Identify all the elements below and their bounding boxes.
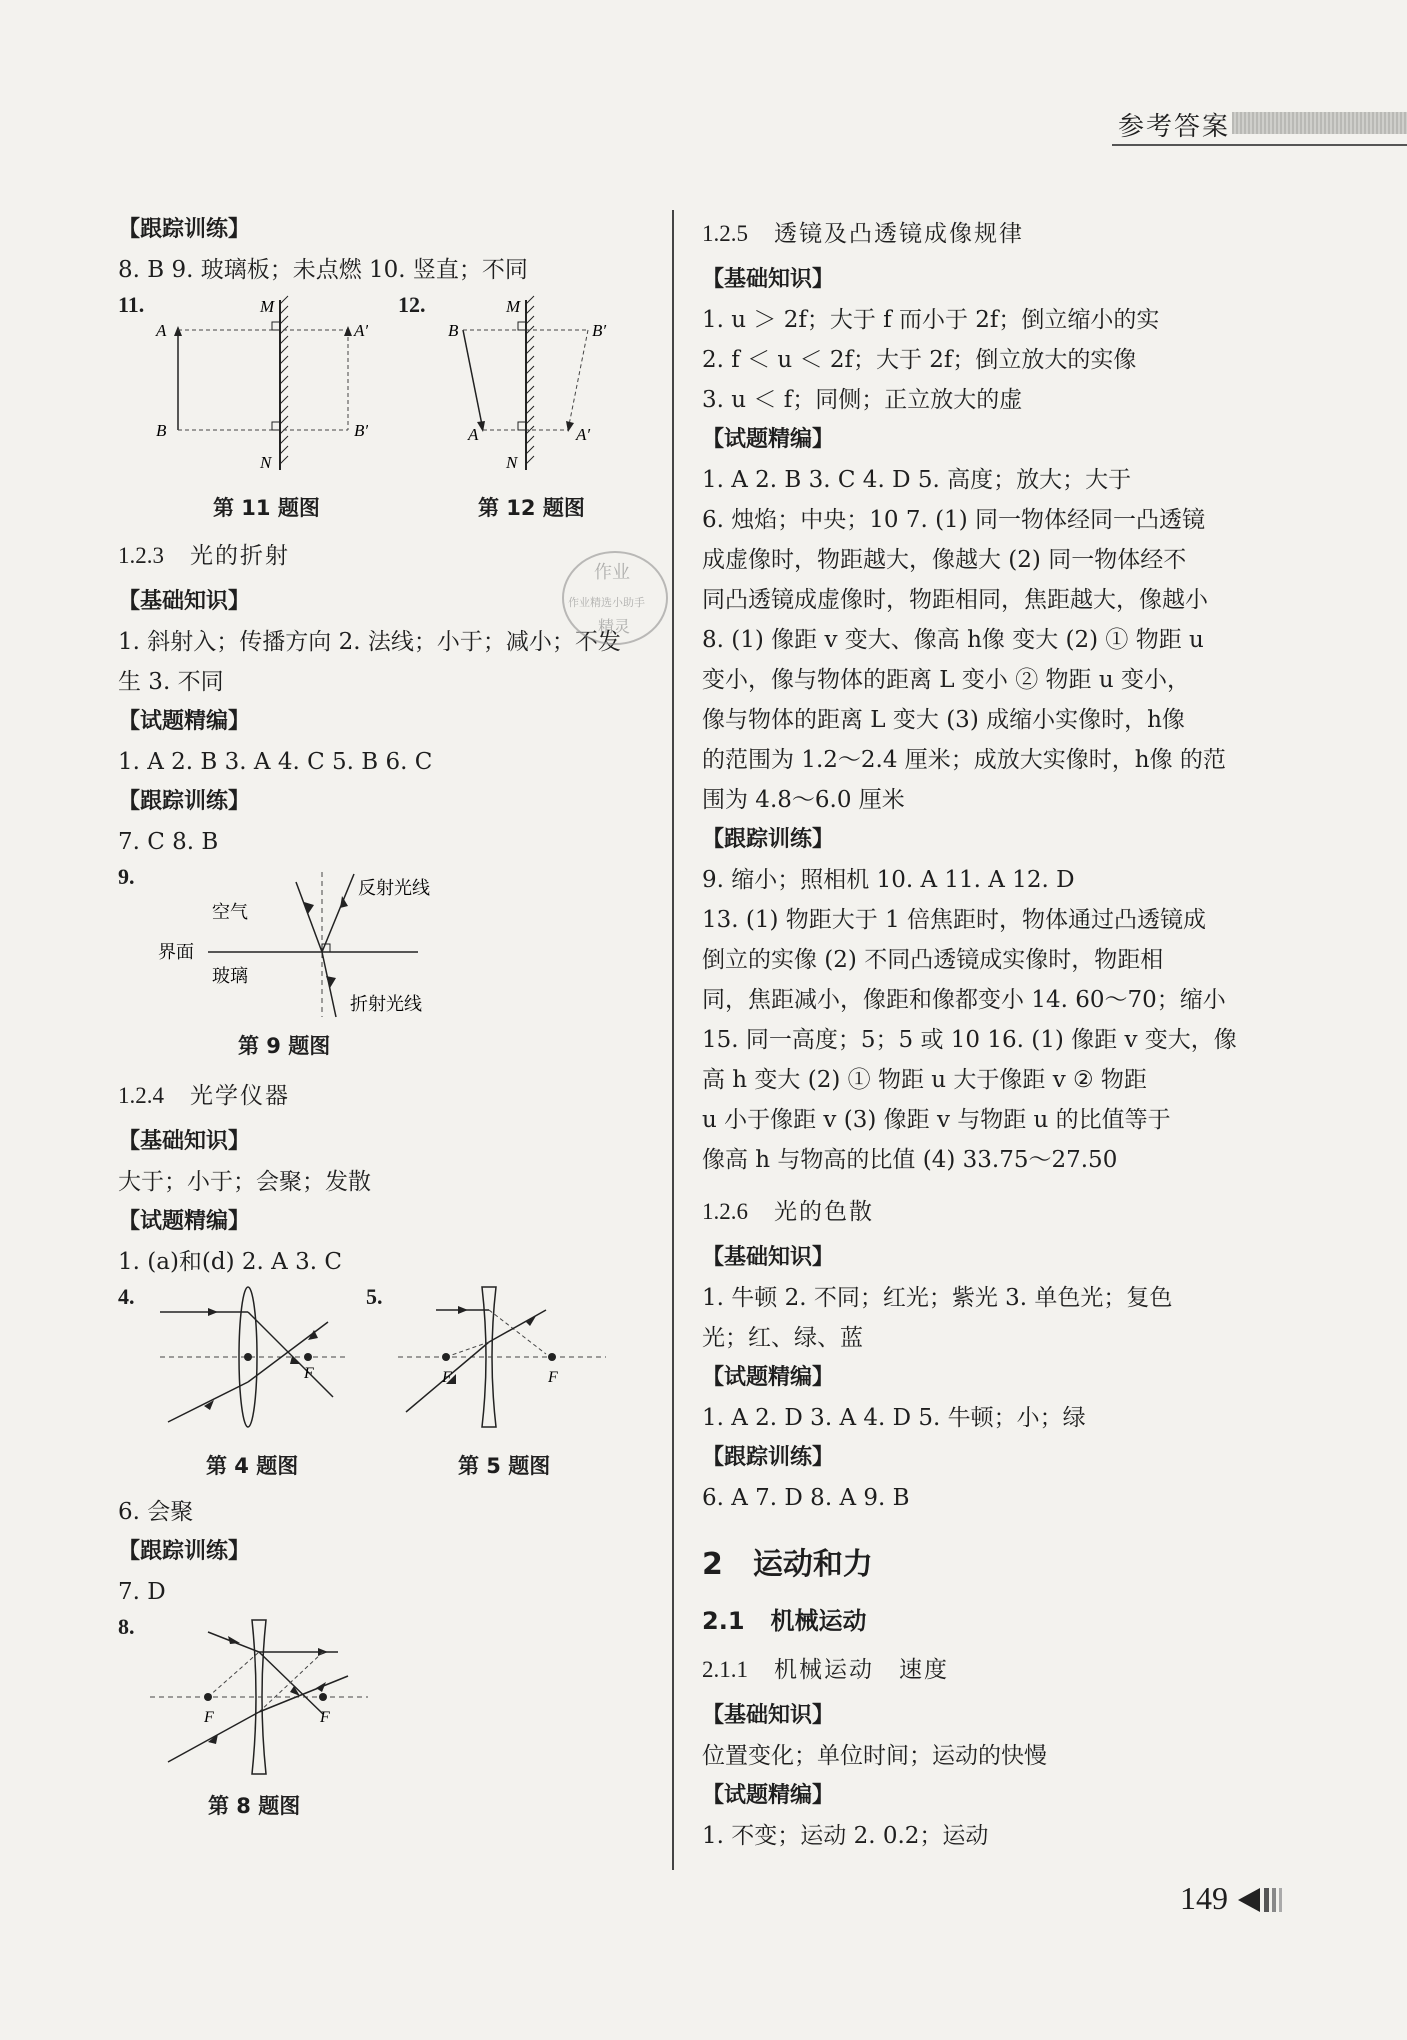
- section-tag: 【跟踪训练】: [118, 217, 251, 242]
- answer-line: 13. (1) 物距大于 1 倍焦距时，物体通过凸透镜成: [702, 907, 1207, 933]
- section-heading-1-2-3: 1.2.3 光的折射: [118, 543, 290, 569]
- answer-line: 围为 4.8～6.0 厘米: [702, 787, 905, 813]
- answer-line: 的范围为 1.2～2.4 厘米；成放大实像时，h像 的范: [702, 747, 1226, 773]
- fig11-label-a2: A′: [354, 321, 368, 340]
- stamp-text-top: 作业: [594, 562, 630, 583]
- fig11-label-m: M: [260, 297, 275, 316]
- fig4-diagram: [158, 1282, 358, 1442]
- fig8-number: 8.: [118, 1614, 135, 1639]
- answer-line: u 小于像距 v (3) 像距 v 与物距 u 的比值等于: [702, 1107, 1171, 1133]
- section-heading-2-1-1: 2.1.1 机械运动 速度: [702, 1657, 949, 1683]
- answer-line: 9. 缩小；照相机 10. A 11. A 12. D: [702, 867, 1075, 893]
- fig5-focus-label-left: F: [442, 1369, 452, 1386]
- answer-line: 生 3. 不同: [118, 669, 224, 695]
- subchapter-heading: 2.1 机械运动: [702, 1607, 867, 1635]
- section-tag: 【基础知识】: [702, 1703, 835, 1728]
- answer-line: 1. (a)和(d) 2. A 3. C: [118, 1249, 342, 1275]
- column-divider: [672, 210, 674, 1870]
- answer-line: 1. u ＞ 2f；大于 f 而小于 2f；倒立缩小的实: [702, 307, 1160, 333]
- fig11-label-b2: B′: [354, 421, 368, 440]
- fig12-label-b: B: [448, 321, 459, 340]
- answer-line: 像与物体的距离 L 变大 (3) 成缩小实像时，h像: [702, 707, 1185, 733]
- fig9-caption: 第 9 题图: [238, 1034, 331, 1058]
- page-header: [1112, 100, 1407, 142]
- answer-line: 6. 烛焰；中央；10 7. (1) 同一物体经同一凸透镜: [702, 507, 1205, 533]
- fig5-number: 5.: [366, 1284, 383, 1309]
- answer-line: 倒立的实像 (2) 不同凸透镜成实像时，物距相: [702, 947, 1164, 973]
- section-heading-1-2-6: 1.2.6 光的色散: [702, 1199, 874, 1225]
- header-rule: [1112, 144, 1407, 146]
- fig4-caption: 第 4 题图: [206, 1454, 299, 1478]
- fig11-number: 11.: [118, 292, 145, 317]
- section-tag: 【试题精编】: [702, 1365, 835, 1390]
- fig4-number: 4.: [118, 1284, 135, 1309]
- fig8-caption: 第 8 题图: [208, 1794, 301, 1818]
- fig11-label-a: A: [156, 321, 167, 340]
- answer-line: 15. 同一高度；5；5 或 10 16. (1) 像距 v 变大，像: [702, 1027, 1237, 1053]
- answer-line: 7. C 8. B: [118, 829, 219, 855]
- answer-line: 变小，像与物体的距离 L 变小 ② 物距 u 变小，: [702, 667, 1190, 693]
- fig5-focus-label-right: F: [548, 1369, 558, 1386]
- section-tag: 【试题精编】: [118, 709, 251, 734]
- answer-line: 高 h 变大 (2) ① 物距 u 大于像距 v ② 物距: [702, 1067, 1147, 1093]
- fig12-label-a: A: [468, 425, 479, 444]
- answer-line: 6. A 7. D 8. A 9. B: [702, 1485, 910, 1511]
- fig8-focus-label-right: F: [320, 1709, 330, 1726]
- fig9-label-reflect: 反射光线: [358, 878, 430, 899]
- section-tag: 【跟踪训练】: [118, 1539, 251, 1564]
- fig11-diagram: [148, 290, 368, 490]
- figure-row-4-5: [118, 1282, 658, 1478]
- section-tag: 【基础知识】: [118, 1129, 251, 1154]
- stamp-text-mid: 作业精选小助手: [568, 596, 645, 609]
- page-arrow-icon: [1238, 1886, 1288, 1916]
- section-tag: 【跟踪训练】: [702, 827, 835, 852]
- answer-line: 同凸透镜成虚像时，物距相同，焦距越大，像越小: [702, 587, 1208, 613]
- section-tag: 【基础知识】: [702, 1245, 835, 1270]
- answer-line: 1. A 2. D 3. A 4. D 5. 牛顿；小；绿: [702, 1405, 1086, 1431]
- answer-line: 8. (1) 像距 v 变大、像高 h像 变大 (2) ① 物距 u: [702, 627, 1204, 653]
- fig4-focus-label: F: [304, 1365, 314, 1382]
- chapter-heading: 2 运动和力: [702, 1547, 873, 1582]
- answer-line: 1. 牛顿 2. 不同；红光；紫光 3. 单色光；复色: [702, 1285, 1173, 1311]
- fig12-number: 12.: [398, 292, 426, 317]
- answer-line: 8. B 9. 玻璃板；未点燃 10. 竖直；不同: [118, 257, 528, 283]
- section-tag: 【试题精编】: [118, 1209, 251, 1234]
- fig5-diagram: [396, 1282, 616, 1442]
- answer-line: 同，焦距减小，像距和像都变小 14. 60～70；缩小: [702, 987, 1226, 1013]
- section-tag: 【跟踪训练】: [118, 789, 251, 814]
- answer-line: 位置变化；单位时间；运动的快慢: [702, 1743, 1047, 1769]
- answer-line: 1. 斜射入；传播方向 2. 法线；小于；减小；不发: [118, 629, 621, 655]
- answer-line: 像高 h 与物高的比值 (4) 33.75～27.50: [702, 1147, 1118, 1173]
- page-number: 149: [1180, 1880, 1228, 1916]
- section-heading-1-2-5: 1.2.5 透镜及凸透镜成像规律: [702, 221, 1024, 247]
- section-tag: 【跟踪训练】: [702, 1445, 835, 1470]
- answer-line: 6. 会聚: [118, 1499, 194, 1525]
- fig12-label-m: M: [506, 297, 521, 316]
- fig12-label-n: N: [506, 453, 518, 472]
- fig11-caption: 第 11 题图: [213, 496, 320, 520]
- figure-row-11-12: [118, 290, 658, 520]
- fig12-caption: 第 12 题图: [478, 496, 585, 520]
- figure-9: [118, 862, 658, 1062]
- fig9-label-surface: 界面: [158, 942, 194, 963]
- fig5-caption: 第 5 题图: [458, 1454, 551, 1478]
- right-column: [702, 210, 1242, 1856]
- figure-8: [118, 1612, 658, 1818]
- answer-line: 2. f ＜ u ＜ 2f；大于 2f；倒立放大的实像: [702, 347, 1137, 373]
- section-tag: 【试题精编】: [702, 427, 835, 452]
- fig9-diagram: [158, 862, 498, 1022]
- section-tag: 【试题精编】: [702, 1783, 835, 1808]
- fig11-label-b: B: [156, 421, 167, 440]
- answer-line: 1. A 2. B 3. A 4. C 5. B 6. C: [118, 749, 433, 775]
- header-bar: [1232, 112, 1407, 134]
- fig9-label-air: 空气: [212, 902, 248, 923]
- answer-line: 成虚像时，物距越大，像越大 (2) 同一物体经不: [702, 547, 1187, 573]
- answer-line: 光；红、绿、蓝: [702, 1325, 863, 1351]
- answer-line: 大于；小于；会聚；发散: [118, 1169, 371, 1195]
- section-tag: 【基础知识】: [702, 267, 835, 292]
- answer-line: 1. 不变；运动 2. 0.2；运动: [702, 1823, 989, 1849]
- fig12-label-b2: B′: [592, 321, 607, 340]
- answer-line: 3. u ＜ f；同侧；正立放大的虚: [702, 387, 1023, 413]
- fig11-label-n: N: [260, 453, 272, 472]
- fig9-label-refract: 折射光线: [350, 994, 422, 1015]
- left-column: [118, 210, 658, 1818]
- header-title: 参考答案: [1118, 112, 1231, 142]
- fig12-label-a2: A′: [576, 425, 591, 444]
- fig8-focus-label-left: F: [204, 1709, 214, 1726]
- section-tag: 【基础知识】: [118, 589, 251, 614]
- answer-line: 7. D: [118, 1579, 166, 1605]
- watermark-stamp: [560, 548, 670, 648]
- fig9-number: 9.: [118, 864, 135, 889]
- fig8-diagram: [148, 1612, 378, 1782]
- fig12-diagram: [418, 290, 648, 490]
- fig9-label-glass: 玻璃: [212, 966, 248, 987]
- stamp-text-bot: 精灵: [598, 617, 631, 636]
- section-heading-1-2-4: 1.2.4 光学仪器: [118, 1083, 290, 1109]
- answer-line: 1. A 2. B 3. C 4. D 5. 高度；放大；大于: [702, 467, 1132, 493]
